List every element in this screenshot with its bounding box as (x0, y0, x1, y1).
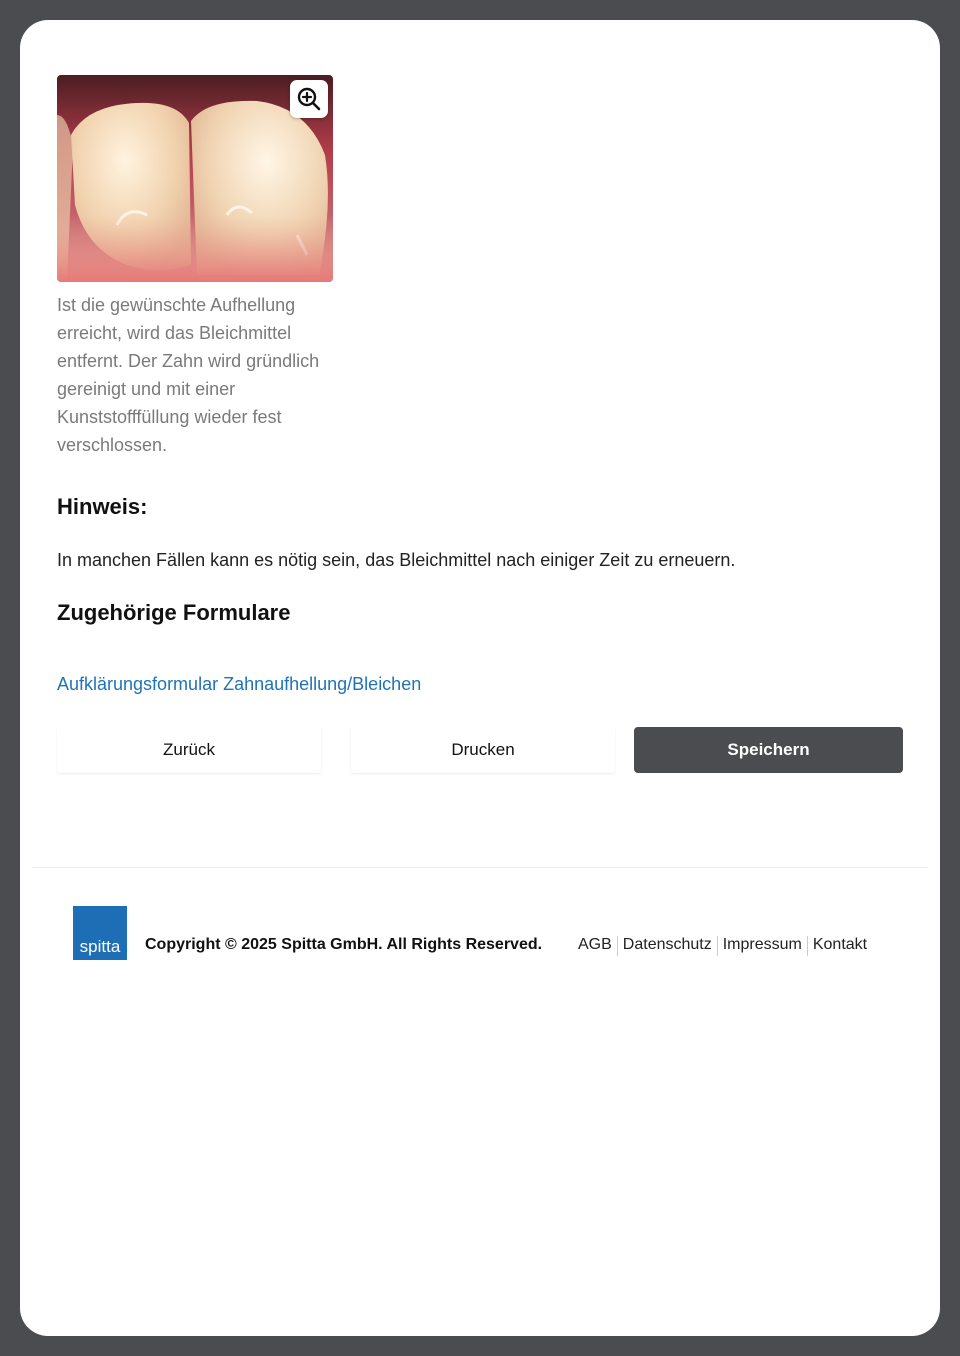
back-button[interactable]: Zurück (57, 727, 321, 773)
copyright-text: Copyright © 2025 Spitta GmbH. All Rights Reserved. (145, 936, 543, 953)
screen (20, 20, 940, 1336)
zoom-button[interactable] (290, 80, 328, 118)
note-title: Hinweis: (57, 494, 148, 519)
footer (73, 906, 903, 960)
footer-link-impressum[interactable]: Impressum (722, 936, 802, 953)
save-button[interactable]: Speichern (634, 727, 903, 773)
spitta-logo[interactable] (73, 906, 127, 960)
print-button[interactable]: Drucken (351, 727, 615, 773)
form-link[interactable]: Aufklärungsformular Zahnaufhellung/Bleichen (57, 674, 422, 695)
zoom-in-icon (296, 86, 322, 112)
action-buttons (57, 727, 903, 773)
note-text: In manchen Fällen kann es nötig sein, das Bleichmittel nach einiger Zeit zu erneuern. (57, 550, 736, 570)
footer-link-datenschutz[interactable]: Datenschutz (622, 936, 712, 953)
footer-link-agb[interactable]: AGB (578, 936, 612, 953)
footer-link-kontakt[interactable]: Kontakt (812, 936, 868, 953)
related-forms-title: Zugehörige Formulare (57, 600, 291, 625)
main-content (57, 75, 903, 698)
teeth-image[interactable] (57, 75, 333, 282)
image-caption: Ist die gewünschte Aufhellung erreicht, wird das Bleichmittel entfernt. Der Zahn wird gründlich gereinigt und mit einer Kunststofffüllung wieder fest verschlossen. (57, 295, 320, 455)
footer-divider (32, 867, 928, 868)
logo-text: spitta (79, 937, 121, 956)
footer-links (578, 936, 872, 956)
